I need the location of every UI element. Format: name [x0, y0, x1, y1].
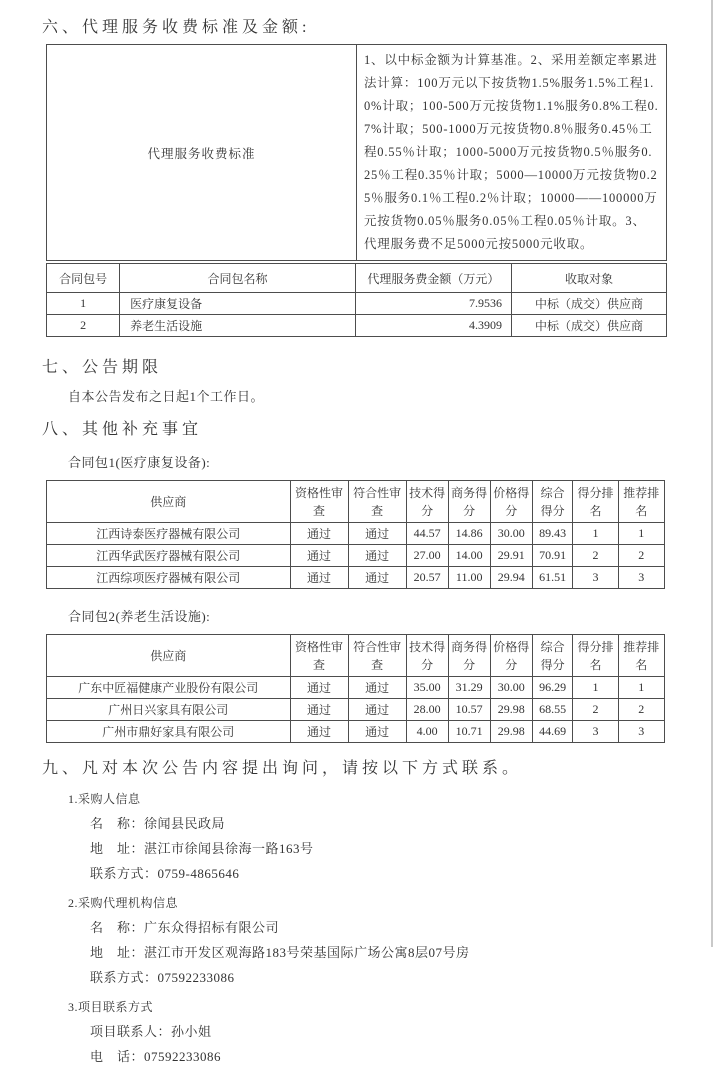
score-rank: 3: [573, 567, 618, 589]
fee-amount: 7.9536: [355, 293, 511, 315]
column-header: 价格得分: [490, 481, 532, 523]
conformity-review: 通过: [348, 677, 406, 699]
column-header: 技术得分: [406, 481, 448, 523]
conformity-review: 通过: [348, 567, 406, 589]
fee-standard-description: 1、以中标金额为计算基准。2、采用差额定率累进法计算：100万元以下按货物1.5%服务1.5%工程1.0%计取；100-500万元按货物1.1%服务0.8%工程0.7%计取；500-1000万元按货物0.8％服务0.45％工程0.55％计取；1000-5000万元按货物0.5％服务0.25％工程0.35％计取；5000—10000万元按货物0.25％服务0.1％工程0.2％计取；10000——100000万元按货物0.05％服务0.05％工程0.05％计取。3、代理服务费不足5000元按5000元收取。: [357, 45, 667, 261]
technical-score: 27.00: [406, 545, 448, 567]
total-score: 61.51: [532, 567, 573, 589]
total-score: 70.91: [532, 545, 573, 567]
column-header: 综合得分: [532, 635, 573, 677]
table-row: [47, 567, 665, 589]
table-row: [47, 315, 667, 337]
table-row: [47, 699, 665, 721]
package2-evaluation-table: [46, 634, 665, 743]
price-score: 29.94: [490, 567, 532, 589]
agency-address: 地 址：湛江市开发区观海路183号荣基国际广场公寓8层07号房: [90, 945, 470, 960]
agency-info-title: 2.采购代理机构信息: [68, 896, 179, 910]
column-header: 收取对象: [511, 264, 666, 293]
purchaser-address: 地 址：湛江市徐闻县徐海一路163号: [90, 841, 314, 856]
column-header: 价格得分: [490, 635, 532, 677]
purchaser-name: 名 称：徐闻县民政局: [90, 816, 226, 831]
agency-info-block: [0, 894, 715, 986]
package2-label: 合同包2(养老生活设施):: [68, 609, 211, 624]
conformity-review: 通过: [348, 545, 406, 567]
column-header: 合同包名称: [120, 264, 356, 293]
qualification-review: 通过: [290, 721, 348, 743]
column-header: 资格性审查: [290, 635, 348, 677]
total-score: 44.69: [532, 721, 573, 743]
section6-heading: 六、代理服务收费标准及金额:: [42, 19, 311, 36]
project-phone: 电 话：07592233086: [90, 1049, 222, 1064]
purchaser-info-block: [0, 790, 715, 882]
project-contact-title: 3.项目联系方式: [68, 1000, 154, 1014]
column-header: 符合性审查: [348, 481, 406, 523]
table-row: [47, 677, 665, 699]
recommend-rank: 2: [618, 699, 664, 721]
business-score: 14.86: [448, 523, 490, 545]
total-score: 96.29: [532, 677, 573, 699]
fee-standard-label: 代理服务收费标准: [47, 45, 357, 261]
section8-heading: 八、其他补充事宜: [42, 421, 203, 438]
package-fee-table: [46, 263, 667, 337]
business-score: 10.57: [448, 699, 490, 721]
package1-evaluation-table: [46, 480, 665, 589]
business-score: 31.29: [448, 677, 490, 699]
section7-heading: 七、公告期限: [42, 359, 163, 376]
announcement-period-text: 自本公告发布之日起1个工作日。: [68, 389, 265, 404]
recommend-rank: 3: [618, 721, 664, 743]
business-score: 11.00: [448, 567, 490, 589]
supplier-name: 江西诗泰医疗器械有限公司: [47, 523, 291, 545]
conformity-review: 通过: [348, 699, 406, 721]
project-contact-block: [0, 998, 715, 1065]
package-number: 1: [47, 293, 120, 315]
price-score: 30.00: [490, 523, 532, 545]
supplier-name: 江西综项医疗器械有限公司: [47, 567, 291, 589]
recommend-rank: 3: [618, 567, 664, 589]
technical-score: 35.00: [406, 677, 448, 699]
price-score: 30.00: [490, 677, 532, 699]
recommend-rank: 2: [618, 545, 664, 567]
column-header: 符合性审查: [348, 635, 406, 677]
conformity-review: 通过: [348, 721, 406, 743]
column-header: 合同包号: [47, 264, 120, 293]
recommend-rank: 1: [618, 523, 664, 545]
charge-target: 中标（成交）供应商: [511, 315, 666, 337]
column-header: 技术得分: [406, 635, 448, 677]
column-header: 供应商: [47, 481, 291, 523]
table-header-row: [47, 481, 665, 523]
supplier-name: 广州日兴家具有限公司: [47, 699, 291, 721]
qualification-review: 通过: [290, 545, 348, 567]
column-header: 得分排名: [573, 635, 618, 677]
score-rank: 3: [573, 721, 618, 743]
total-score: 68.55: [532, 699, 573, 721]
package-number: 2: [47, 315, 120, 337]
section9-heading: 九、凡对本次公告内容提出询问，请按以下方式联系。: [42, 760, 523, 777]
price-score: 29.98: [490, 699, 532, 721]
package1-label: 合同包1(医疗康复设备):: [68, 455, 211, 470]
table-row: [47, 721, 665, 743]
technical-score: 4.00: [406, 721, 448, 743]
table-row: [47, 523, 665, 545]
qualification-review: 通过: [290, 523, 348, 545]
qualification-review: 通过: [290, 567, 348, 589]
technical-score: 20.57: [406, 567, 448, 589]
column-header: 资格性审查: [290, 481, 348, 523]
agency-contact: 联系方式：07592233086: [90, 970, 235, 985]
technical-score: 44.57: [406, 523, 448, 545]
column-header: 供应商: [47, 635, 291, 677]
score-rank: 2: [573, 545, 618, 567]
technical-score: 28.00: [406, 699, 448, 721]
score-rank: 1: [573, 523, 618, 545]
recommend-rank: 1: [618, 677, 664, 699]
table-row: [47, 45, 667, 261]
table-row: [47, 293, 667, 315]
price-score: 29.98: [490, 721, 532, 743]
column-header: 综合得分: [532, 481, 573, 523]
purchaser-contact: 联系方式：0759-4865646: [90, 866, 240, 881]
column-header: 商务得分: [448, 635, 490, 677]
score-rank: 2: [573, 699, 618, 721]
price-score: 29.91: [490, 545, 532, 567]
supplier-name: 江西华武医疗器械有限公司: [47, 545, 291, 567]
conformity-review: 通过: [348, 523, 406, 545]
project-contact-person: 项目联系人：孙小姐: [90, 1024, 212, 1039]
business-score: 10.71: [448, 721, 490, 743]
agency-name: 名 称：广东众得招标有限公司: [90, 920, 280, 935]
table-row: [47, 545, 665, 567]
score-rank: 1: [573, 677, 618, 699]
charge-target: 中标（成交）供应商: [511, 293, 666, 315]
column-header: 代理服务费金额（万元）: [355, 264, 511, 293]
business-score: 14.00: [448, 545, 490, 567]
supplier-name: 广州市鼎好家具有限公司: [47, 721, 291, 743]
table-header-row: [47, 635, 665, 677]
table-header-row: [47, 264, 667, 293]
qualification-review: 通过: [290, 677, 348, 699]
package-name: 养老生活设施: [120, 315, 356, 337]
purchaser-info-title: 1.采购人信息: [68, 792, 141, 806]
column-header: 推荐排名: [618, 635, 664, 677]
total-score: 89.43: [532, 523, 573, 545]
supplier-name: 广东中匠福健康产业股份有限公司: [47, 677, 291, 699]
column-header: 得分排名: [573, 481, 618, 523]
column-header: 推荐排名: [618, 481, 664, 523]
column-header: 商务得分: [448, 481, 490, 523]
fee-amount: 4.3909: [355, 315, 511, 337]
fee-standard-table: [46, 44, 667, 261]
package-name: 医疗康复设备: [120, 293, 356, 315]
qualification-review: 通过: [290, 699, 348, 721]
page-edge-divider: [711, 0, 713, 947]
